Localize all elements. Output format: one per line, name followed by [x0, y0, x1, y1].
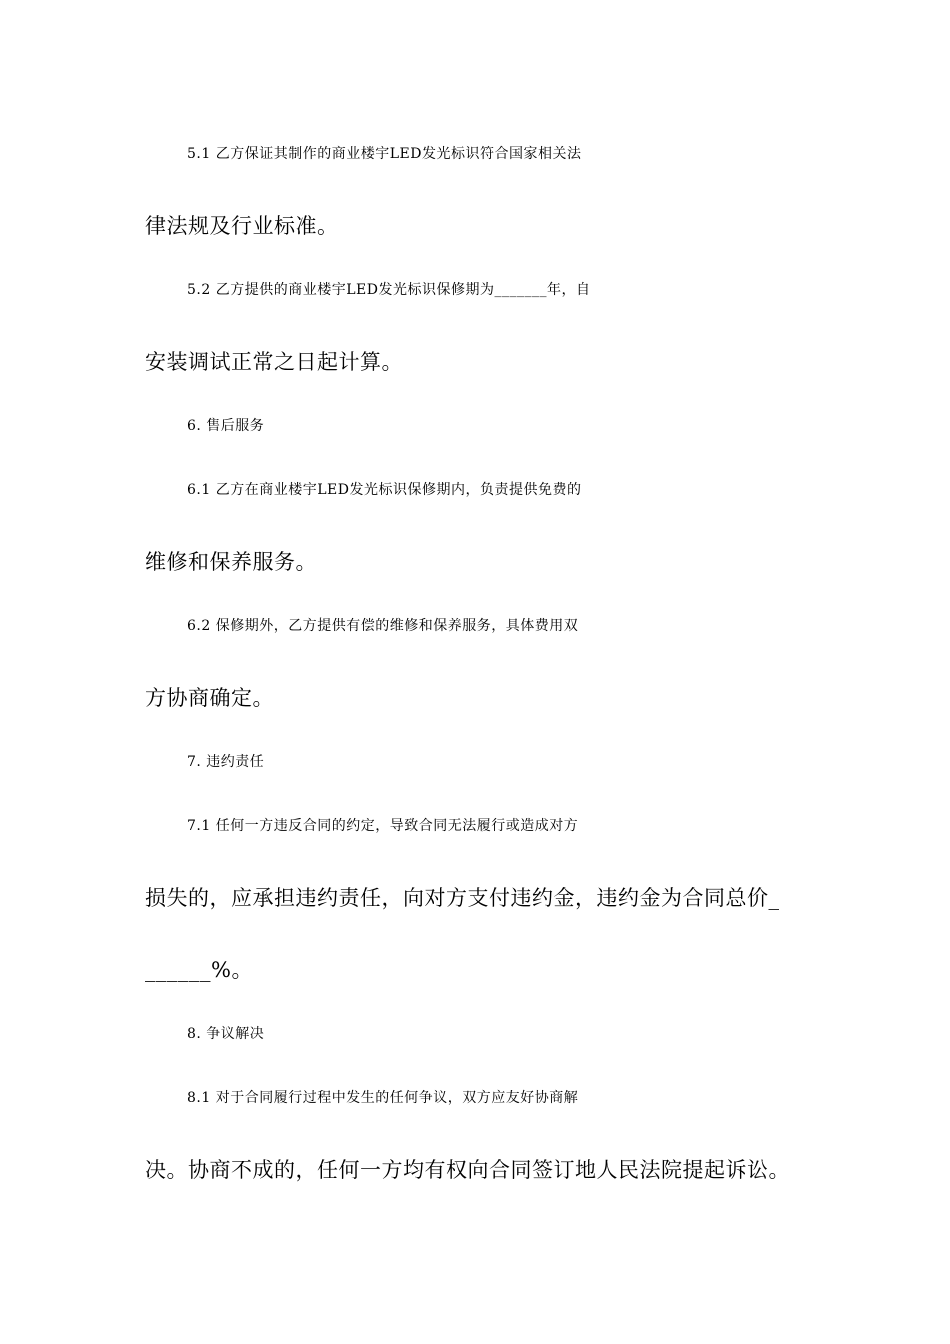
- clause-6-2-line-2: 方协商确定。: [145, 686, 274, 710]
- section-8-heading: 8. 争议解决: [187, 1026, 265, 1042]
- clause-7-1-line-3: ______%。: [145, 958, 253, 982]
- section-6-heading: 6. 售后服务: [187, 418, 265, 434]
- clause-5-2-line-1: 5.2 乙方提供的商业楼宇LED发光标识保修期为_______年，自: [187, 282, 591, 298]
- section-7-heading: 7. 违约责任: [187, 754, 265, 770]
- clause-5-2-line-2: 安装调试正常之日起计算。: [145, 350, 403, 374]
- clause-6-2-line-1: 6.2 保修期外，乙方提供有偿的维修和保养服务，具体费用双: [187, 618, 579, 634]
- clause-7-1-line-1: 7.1 任何一方违反合同的约定，导致合同无法履行或造成对方: [187, 818, 579, 834]
- clause-8-1-line-2: 决。协商不成的，任何一方均有权向合同签订地人民法院提起诉讼。: [145, 1158, 790, 1182]
- clause-5-1-line-1: 5.1 乙方保证其制作的商业楼宇LED发光标识符合国家相关法: [187, 146, 582, 162]
- clause-6-1-line-1: 6.1 乙方在商业楼宇LED发光标识保修期内，负责提供免费的: [187, 482, 582, 498]
- clause-5-1-line-2: 律法规及行业标准。: [145, 214, 339, 238]
- clause-8-1-line-1: 8.1 对于合同履行过程中发生的任何争议，双方应友好协商解: [187, 1090, 579, 1106]
- clause-7-1-line-2: 损失的，应承担违约责任，向对方支付违约金，违约金为合同总价_: [145, 886, 780, 910]
- clause-6-1-line-2: 维修和保养服务。: [145, 550, 317, 574]
